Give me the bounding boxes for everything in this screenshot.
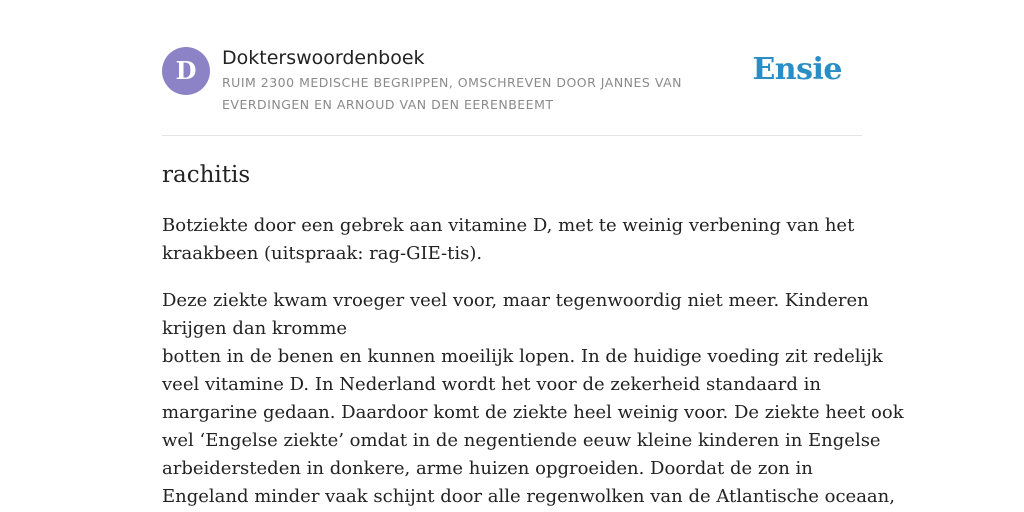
definition-paragraph bbox=[162, 212, 862, 268]
explanation-paragraph bbox=[162, 287, 904, 511]
text-line: botten in de benen en kunnen moeilijk lopen. In de huidige voeding zit redelijk bbox=[162, 346, 883, 367]
dictionary-avatar[interactable]: D bbox=[162, 47, 210, 95]
text-line: arbeidersteden in donkere, arme huizen opgroeiden. Doordat de zon in bbox=[162, 458, 813, 479]
text-line: Engeland minder vaak schijnt door alle regenwolken van de Atlantische oceaan, bbox=[162, 486, 895, 507]
ensie-logo[interactable]: Ensie bbox=[752, 52, 842, 87]
text-line: margarine gedaan. Daardoor komt de ziekte heel weinig voor. De ziekte heet ook bbox=[162, 402, 904, 423]
header-divider bbox=[162, 135, 862, 136]
entry-word: rachitis bbox=[162, 162, 251, 188]
text-line: Deze ziekte kwam vroeger veel voor, maar tegenwoordig niet meer. Kinderen bbox=[162, 290, 869, 311]
text-line: wel ‘Engelse ziekte’ omdat in de negentiende eeuw kleine kinderen in Engelse bbox=[162, 430, 881, 451]
text-line: Botziekte door een gebrek aan vitamine D, met te weinig verbening van het bbox=[162, 215, 855, 236]
text-line: kraakbeen (uitspraak: rag-GIE-tis). bbox=[162, 243, 483, 264]
text-line: krijgen dan kromme bbox=[162, 318, 348, 339]
dictionary-title[interactable]: Dokterswoordenboek bbox=[222, 47, 425, 69]
dictionary-subtitle: RUIM 2300 MEDISCHE BEGRIPPEN, OMSCHREVEN DOOR JANNES VAN EVERDINGEN EN ARNOUD VAN DEN EERENBEEMT bbox=[222, 75, 682, 112]
entry-body bbox=[162, 212, 904, 512]
dictionary-header bbox=[162, 46, 862, 136]
text-line: veel vitamine D. In Nederland wordt het voor de zekerheid standaard in bbox=[162, 374, 821, 395]
